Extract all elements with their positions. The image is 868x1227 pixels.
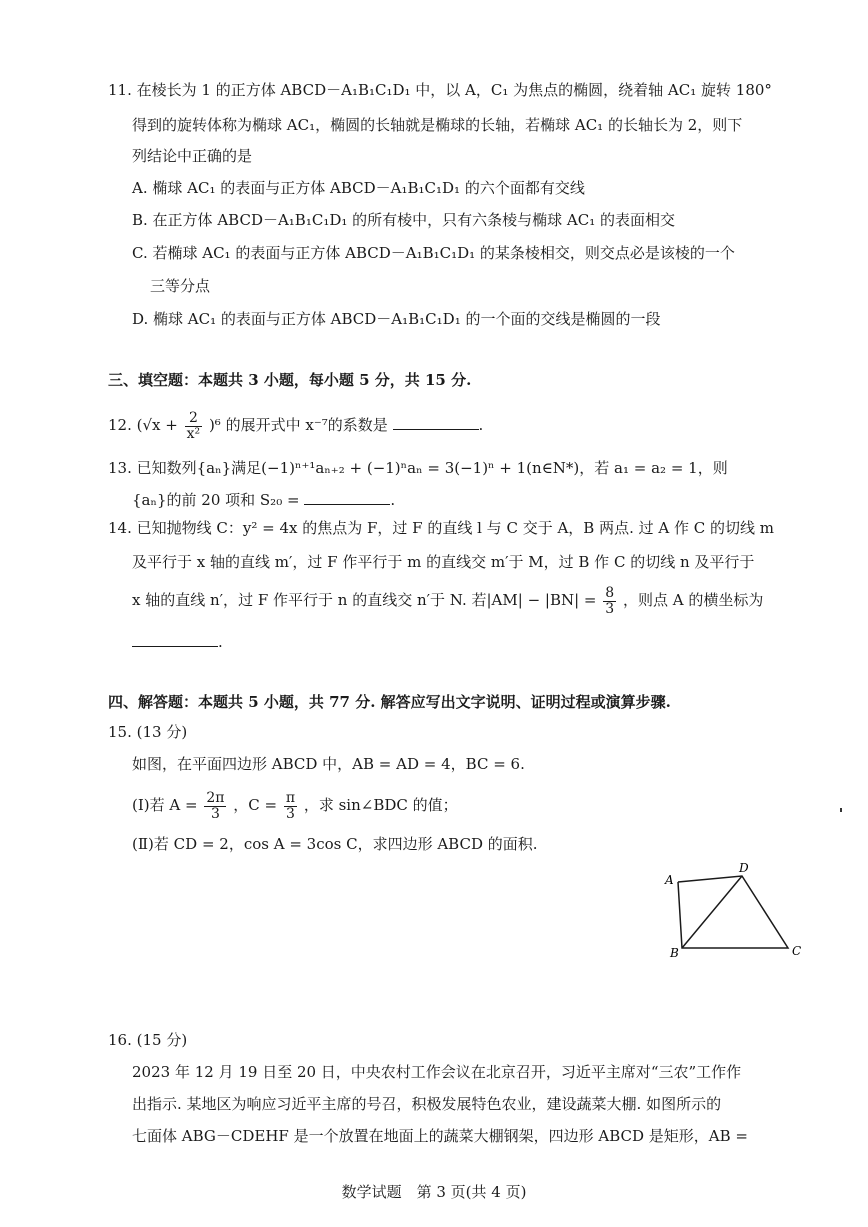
- quadrilateral-figure: [660, 860, 810, 960]
- q13-line-2: {aₙ}的前 20 项和 S₂₀ = .: [132, 488, 395, 510]
- q14-line-3-post: ，则点 A 的横坐标为: [623, 591, 764, 609]
- figure-label-c: C: [792, 944, 802, 958]
- q15-fraction-a: [204, 791, 226, 822]
- q15-part-1: [132, 788, 458, 822]
- q11-option-b: B. 在正方体 ABCD－A₁B₁C₁D₁ 的所有棱中，只有六条棱与椭球 AC₁ 的表面相交: [132, 211, 676, 229]
- q14-fraction: [603, 586, 616, 617]
- q11-option-c-cont: 三等分点: [150, 277, 211, 295]
- q11-option-d: D. 椭球 AC₁ 的表面与正方体 ABCD－A₁B₁C₁D₁ 的一个面的交线是椭圆的一段: [132, 310, 661, 328]
- q15-part1-mid: ，C =: [233, 796, 278, 814]
- q14-answer-line: .: [132, 630, 223, 652]
- q14-line-1: 14. 已知抛物线 C：y² = 4x 的焦点为 F，过 F 的直线 l 与 C 交于 A，B 两点. 过 A 作 C 的切线 m: [108, 519, 775, 537]
- q13-line-2-text: {aₙ}的前 20 项和 S₂₀ =: [132, 491, 300, 509]
- q15-part1-pre: (Ⅰ)若 A =: [132, 796, 198, 814]
- q15-part1-post: ，求 sin∠BDC 的值；: [303, 796, 458, 814]
- q12-fraction: [185, 411, 203, 442]
- q15-intro: 如图，在平面四边形 ABCD 中，AB = AD = 4，BC = 6.: [132, 755, 525, 773]
- diagonal-bd: [682, 876, 742, 948]
- scan-mark: [840, 808, 842, 812]
- figure-label-d: D: [739, 861, 749, 875]
- q12-expr-close: )⁶: [208, 416, 221, 434]
- q14-answer-blank[interactable]: [132, 630, 218, 647]
- q15-header: 15. (13 分): [108, 723, 188, 741]
- q16-line-3: 七面体 ABG－CDEHF 是一个放置在地面上的蔬菜大棚钢架，四边形 ABCD 是矩形，AB =: [132, 1127, 748, 1145]
- q12-text: 的展开式中 x⁻⁷的系数是: [225, 416, 388, 434]
- figure-label-b: B: [670, 946, 679, 960]
- q16-line-1: 2023 年 12 月 19 日至 20 日，中央农村工作会议在北京召开，习近平主席对“三农”工作作: [132, 1063, 742, 1081]
- q15-frac-c-num: π: [285, 789, 296, 806]
- q13-line-1: 13. 已知数列{aₙ}满足(−1)ⁿ⁺¹aₙ₊₂ + (−1)ⁿaₙ = 3(−1)ⁿ + 1(n∈N*)，若 a₁ = a₂ = 1，则: [108, 459, 728, 477]
- q12-frac-den: x²: [186, 425, 201, 442]
- q14-frac-den: 3: [605, 600, 615, 617]
- section-3-heading: 三、填空题：本题共 3 小题，每小题 5 分，共 15 分.: [108, 371, 472, 389]
- q12: 12. (√x + $\frac{2}{\text{x²}}$ )⁶ 的展开式中 x⁻⁷的系数是 .: [108, 409, 484, 442]
- q15-fraction-c: [284, 791, 297, 822]
- q15-part-2: (Ⅱ)若 CD = 2，cos A = 3cos C，求四边形 ABCD 的面积.: [132, 835, 538, 853]
- q14-line-3: [132, 583, 763, 617]
- q12-answer-blank[interactable]: [393, 413, 479, 430]
- q14-line-3-pre: x 轴的直线 n′，过 F 作平行于 n 的直线交 n′于 N. 若|AM| − |BN| =: [132, 591, 597, 609]
- figure-label-a: A: [665, 873, 674, 887]
- page-footer: 数学试题 第 3 页(共 4 页): [341, 1183, 527, 1201]
- q11-line-3: 列结论中正确的是: [132, 147, 253, 165]
- q15-frac-c-den: 3: [286, 805, 295, 822]
- q16-header: 16. (15 分): [108, 1031, 188, 1049]
- section-4-heading: 四、解答题：本题共 5 小题，共 77 分. 解答应写出文字说明、证明过程或演算步骤.: [108, 693, 671, 711]
- q12-number: 12.: [108, 416, 132, 434]
- q11-line-2: 得到的旋转体称为椭球 AC₁，椭圆的长轴就是椭球的长轴，若椭球 AC₁ 的长轴长为 2，则下: [132, 116, 743, 134]
- q13-answer-blank[interactable]: [304, 488, 390, 505]
- q15-frac-a-num: 2π: [206, 789, 225, 806]
- q12-frac-num: 2: [185, 411, 203, 427]
- q14-frac-num: 8: [605, 584, 615, 601]
- q15-frac-a-den: 3: [210, 805, 220, 822]
- q11-option-c: C. 若椭球 AC₁ 的表面与正方体 ABCD－A₁B₁C₁D₁ 的某条棱相交，则交点必是该棱的一个: [132, 244, 735, 262]
- q14-line-2: 及平行于 x 轴的直线 m′，过 F 作平行于 m 的直线交 m′于 M，过 B 作 C 的切线 n 及平行于: [132, 553, 755, 571]
- q11-line-1: 11. 在棱长为 1 的正方体 ABCD－A₁B₁C₁D₁ 中，以 A，C₁ 为焦点的椭圆，绕着轴 AC₁ 旋转 180°: [108, 81, 772, 99]
- q11-option-a: A. 椭球 AC₁ 的表面与正方体 ABCD－A₁B₁C₁D₁ 的六个面都有交线: [132, 179, 585, 197]
- q12-expr-open: (√x +: [136, 416, 178, 434]
- q16-line-2: 出指示. 某地区为响应习近平主席的号召，积极发展特色农业，建设蔬菜大棚. 如图所示的: [132, 1095, 722, 1113]
